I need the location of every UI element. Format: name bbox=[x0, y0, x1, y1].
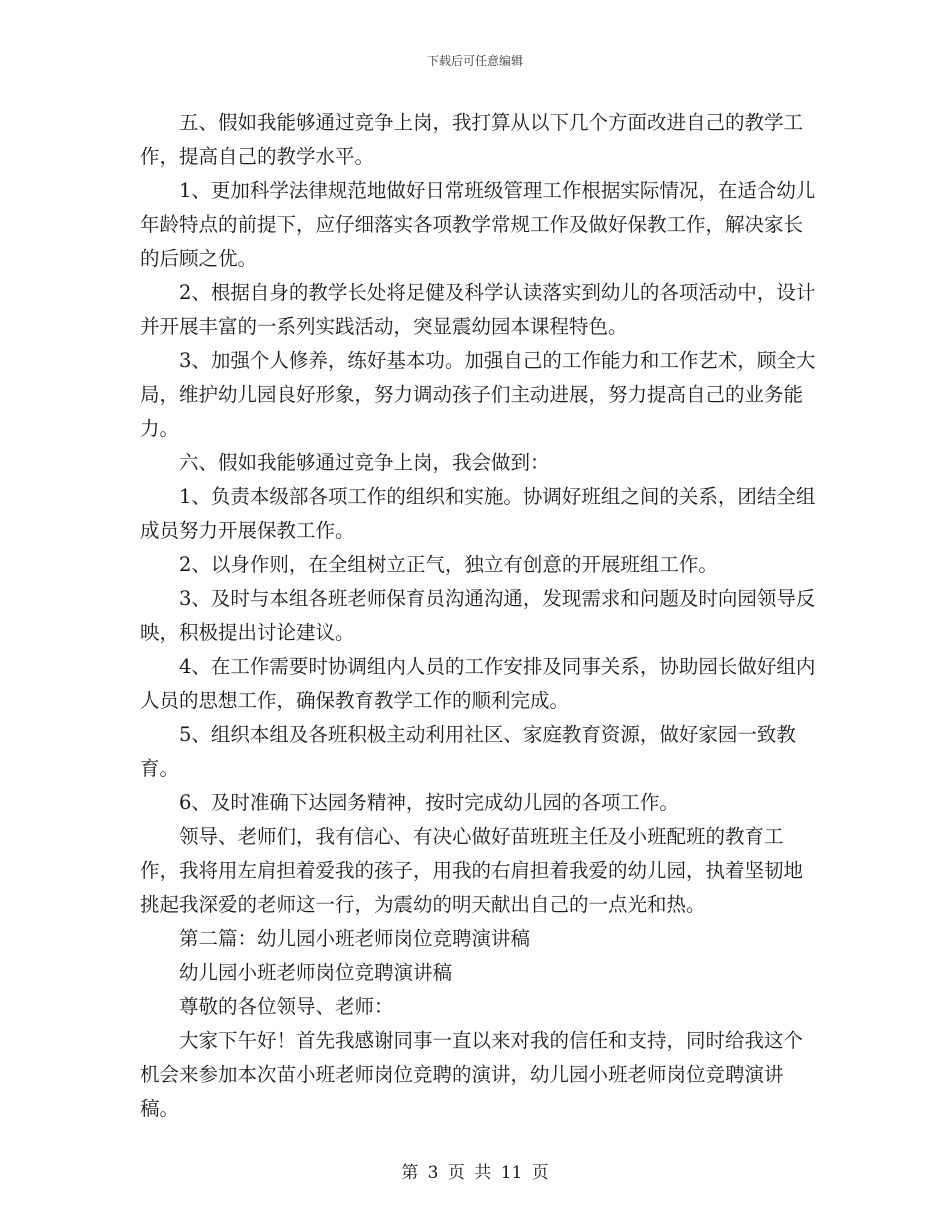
paragraph: 4、在工作需要时协调组内人员的工作安排及同事关系，协助园长做好组内人员的思想工作，确保教育教学工作的顺利完成。 bbox=[140, 655, 816, 712]
paragraph: 6、及时准确下达园务精神，按时完成幼儿园的各项工作。 bbox=[179, 791, 679, 814]
paragraph: 大家下午好！首先我感谢同事一直以来对我的信任和支持，同时给我这个机会来参加本次苗小班老师岗位竞聘的演讲，幼儿园小班老师岗位竞聘演讲稿。 bbox=[140, 1029, 804, 1120]
paragraph: 五、假如我能够通过竞争上岗，我打算从以下几个方面改进自己的教学工作，提高自己的教学水平。 bbox=[140, 111, 804, 168]
paragraph: 1、负责本级部各项工作的组织和实施。协调好班组之间的关系，团结全组成员努力开展保教工作。 bbox=[140, 485, 816, 542]
section-heading: 第二篇：幼儿园小班老师岗位竞聘演讲稿 bbox=[179, 927, 531, 950]
paragraph: 领导、老师们，我有信心、有决心做好苗班班主任及小班配班的教育工作，我将用左肩担着爱我的孩子，用我的右肩担着我爱的幼儿园，执着坚韧地挑起我深爱的老师这一行，为震幼的明天献出自己的一点光和热。 bbox=[140, 825, 804, 916]
salutation: 尊敬的各位领导、老师： bbox=[179, 995, 394, 1018]
paragraph: 1、更加科学法律规范地做好日常班级管理工作根据实际情况，在适合幼儿年龄特点的前提下，应仔细落实各项教学常规工作及做好保教工作，解决家长的后顾之优。 bbox=[140, 179, 816, 270]
section-title: 幼儿园小班老师岗位竞聘演讲稿 bbox=[179, 961, 453, 984]
page-number: 第 3 页 共 11 页 bbox=[401, 1163, 549, 1183]
paragraph: 2、以身作则，在全组树立正气，独立有创意的开展班组工作。 bbox=[179, 553, 718, 576]
page-header-note: 下载后可任意编辑 bbox=[426, 54, 523, 68]
paragraph: 3、加强个人修养，练好基本功。加强自己的工作能力和工作艺术，顾全大局，维护幼儿园良好形象，努力调动孩子们主动进展，努力提高自己的业务能力。 bbox=[140, 349, 816, 440]
paragraph: 六、假如我能够通过竞争上岗，我会做到： bbox=[179, 451, 550, 474]
paragraph: 5、组织本组及各班积极主动利用社区、家庭教育资源，做好家园一致教育。 bbox=[140, 723, 796, 780]
paragraph: 2、根据自身的教学长处将足健及科学认读落实到幼儿的各项活动中，设计并开展丰富的一系列实践活动，突显震幼园本课程特色。 bbox=[140, 281, 816, 338]
paragraph: 3、及时与本组各班老师保育员沟通沟通，发现需求和问题及时向园领导反映，积极提出讨论建议。 bbox=[140, 587, 816, 644]
document-body bbox=[140, 106, 820, 1126]
